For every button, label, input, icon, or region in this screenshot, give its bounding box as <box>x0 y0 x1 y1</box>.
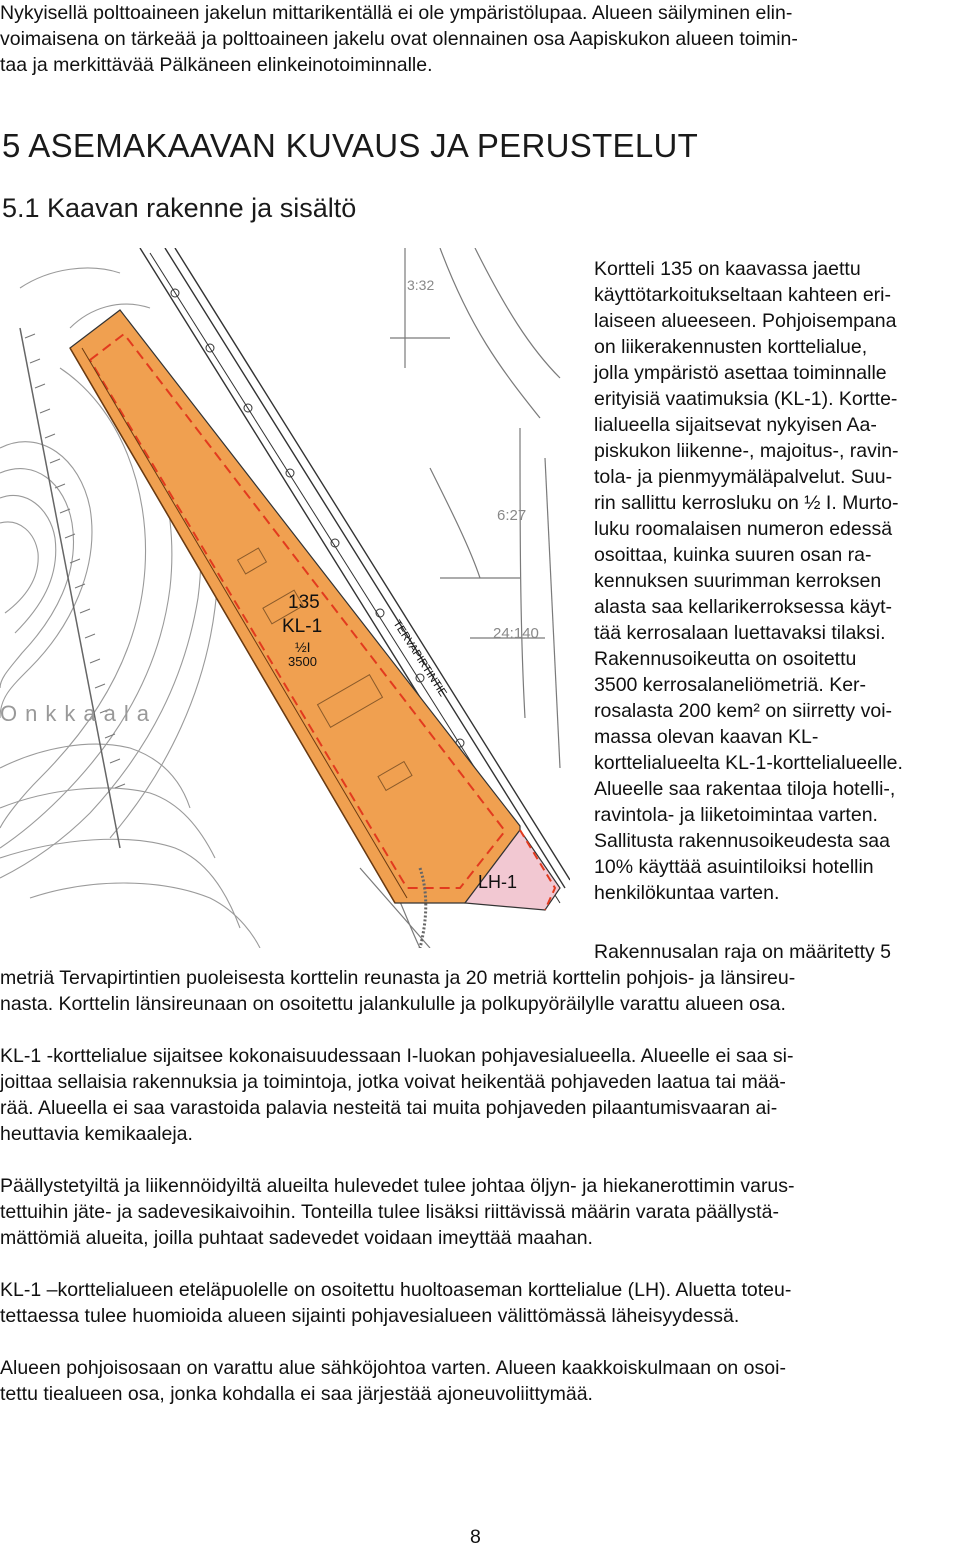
paragraph-line: KL-1 –korttelialueen eteläpuolelle on osoitettu huoltoaseman korttelialue (LH). Aluetta toteu- <box>0 1279 792 1301</box>
column-line: rosalasta 200 kem² on siirretty voi- <box>594 700 893 722</box>
parcel-label: 6:27 <box>497 507 527 524</box>
column-line: tää kerrosalaan luettavaksi tilaksi. <box>594 622 886 644</box>
column-line: alasta saa kellarikerroksessa käyt- <box>594 596 893 618</box>
paragraph-line: KL-1 -korttelialue sijaitsee kokonaisuudessaan I-luokan pohjavesialueella. Alueelle ei saa si- <box>0 1045 794 1067</box>
column-line: käyttötarkoitukseltaan kahteen eri- <box>594 284 891 306</box>
column-line: Alueelle saa rakentaa tiloja hotelli-, <box>594 778 896 800</box>
zoning-map <box>0 248 570 948</box>
paragraph-line: tettaessa tulee huomioida alueen sijainti pohjavesialueen välittömässä läheisyydessä. <box>0 1305 740 1327</box>
column-line: tola- ja pienmyymäläpalvelut. Suu- <box>594 466 893 488</box>
section-heading: 5 ASEMAKAAVAN KUVAUS JA PERUSTELUT <box>2 127 699 164</box>
column-line: rin sallittu kerrosluku on ½ I. Murto- <box>594 492 899 514</box>
floor-count: ½I <box>295 639 311 655</box>
column-line: Kortteli 135 on kaavassa jaettu <box>594 258 861 280</box>
paragraph-line: tettu tiealueen osa, jonka kohdalla ei saa järjestää ajoneuvoliittymää. <box>0 1383 593 1405</box>
intro-line: voimaisena on tärkeää ja polttoaineen jakelu ovat olennainen osa Aapiskukon alueen toimin- <box>0 28 798 50</box>
column-line: 3500 kerrosalaneliömetriä. Ker- <box>594 674 867 696</box>
column-line: korttelialueelta KL-1-korttelialueelle. <box>594 752 903 774</box>
paragraph-line: tettuihin jäte- ja sadevesikaivoihin. Tonteilla tulee lisäksi riittävissä määrin varata päällystä- <box>0 1201 779 1223</box>
column-line: laiseen alueeseen. Pohjoisempana <box>594 310 897 332</box>
road-name: TERVAPIRTINTIE <box>390 618 449 699</box>
column-line: 10% käyttää asuintiloiksi hotellin <box>594 856 874 878</box>
paragraph-line: metriä Tervapirtintien puoleisesta korttelin reunasta ja 20 metriä korttelin pohjois- ja länsireu- <box>0 967 796 989</box>
paragraph-line: nasta. Korttelin länsireunaan on osoitettu jalankululle ja polkupyöräilylle varattu alueen osa. <box>0 993 786 1015</box>
column-line: ravintola- ja liiketoimintaa varten. <box>594 804 878 826</box>
paragraph-line: joittaa sellaisia rakennuksia ja toimintoja, jotka voivat heikentää pohjaveden laatua tai mää- <box>0 1071 786 1093</box>
paragraph-line: Rakennusalan raja on määritetty 5 <box>594 941 892 963</box>
paragraph-line: Päällystetyiltä ja liikennöidyiltä alueilta hulevedet tulee johtaa öljyn- ja hiekanerottimin varus- <box>0 1175 795 1197</box>
page-number: 8 <box>470 1526 481 1548</box>
paragraph-line: Alueen pohjoisosaan on varattu alue sähköjohtoa varten. Alueen kaakkoiskulmaan on osoi- <box>0 1357 786 1379</box>
parcel-label: 3:32 <box>407 277 435 293</box>
paragraph-line: rää. Alueella ei saa varastoida palavia nesteitä tai muita pohjaveden pilaantumisvaaran ai- <box>0 1097 778 1119</box>
column-line: jolla ympäristö asettaa toiminnalle <box>594 362 887 384</box>
intro-line: Nykyisellä polttoaineen jakelun mittarikentällä ei ole ympäristölupaa. Alueen säilyminen elin- <box>0 2 793 24</box>
column-line: erityisiä vaatimuksia (KL-1). Kortte- <box>594 388 898 410</box>
column-line: osoittaa, kuinka suuren osan ra- <box>594 544 872 566</box>
floor-area: 3500 <box>288 654 317 669</box>
column-line: henkilökuntaa varten. <box>594 882 780 904</box>
paragraph-line: heuttavia kemikaaleja. <box>0 1123 193 1145</box>
column-line: luku roomalaisen numeron edessä <box>594 518 893 540</box>
column-line: lialueella sijaitsevat nykyisen Aa- <box>594 414 877 436</box>
place-name: Onkkaala <box>0 701 157 726</box>
column-line: Rakennusoikeutta on osoitettu <box>594 648 857 670</box>
column-line: piskukon liikenne-, majoitus-, ravin- <box>594 440 899 462</box>
column-line: on liikerakennusten korttelialue, <box>594 336 868 358</box>
intro-line: taa ja merkittävää Pälkäneen elinkeinotoiminnalle. <box>0 54 433 76</box>
column-line: Sallitusta rakennusoikeudesta saa <box>594 830 890 852</box>
paragraph-line: mättömiä alueita, joilla puhtaat sadevedet voidaan imeyttää maahan. <box>0 1227 593 1249</box>
column-line: kennuksen suurimman kerroksen <box>594 570 882 592</box>
zone-code-kl1: KL-1 <box>282 616 323 637</box>
subsection-heading: 5.1 Kaavan rakenne ja sisältö <box>2 193 357 223</box>
parcel-label: 24:140 <box>493 625 539 642</box>
zone-code-lh1: LH-1 <box>478 872 518 892</box>
column-line: massa olevan kaavan KL- <box>594 726 819 748</box>
block-number: 135 <box>288 592 320 613</box>
